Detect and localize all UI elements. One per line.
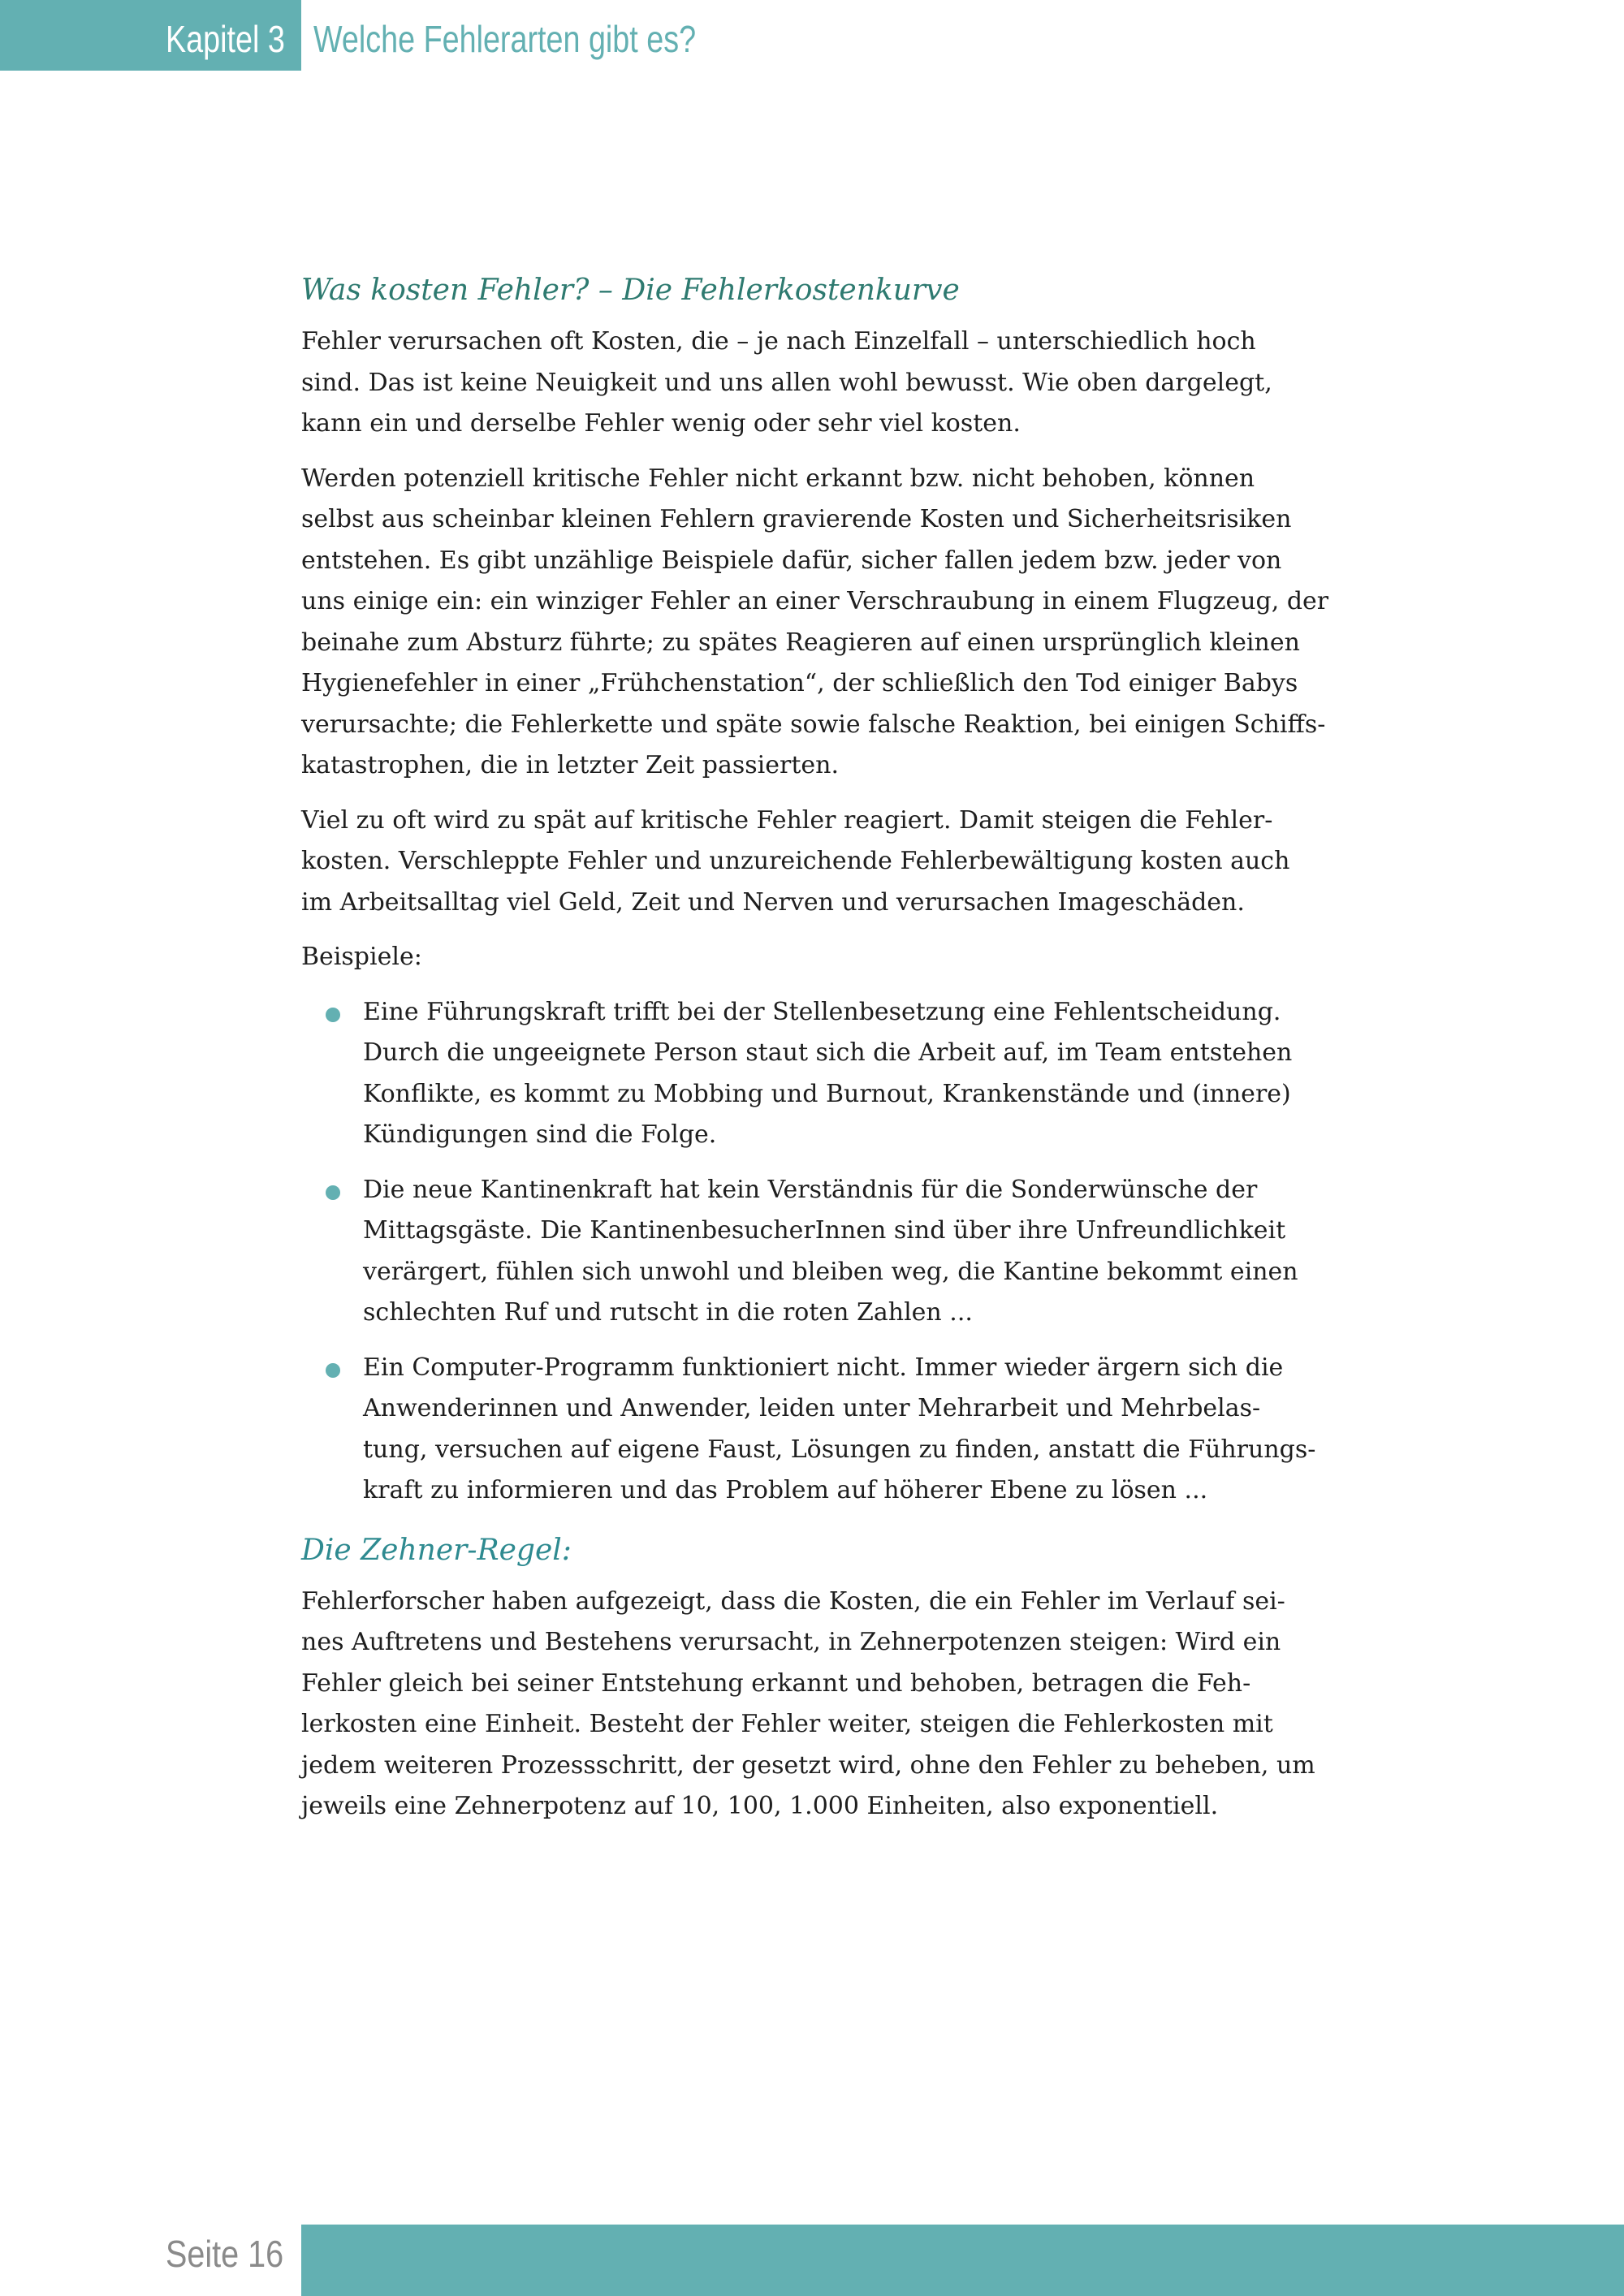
chapter-title: Welche Fehlerarten gibt es? (313, 18, 697, 60)
text-line: Hygienefehler in einer „Frühchenstation“, der schließlich den Tod einiger Babys (301, 669, 1298, 697)
list-item (301, 992, 1357, 1156)
text-line: jedem weiteren Prozessschritt, der gesetzt wird, ohne den Fehler zu beheben, um (301, 1750, 1315, 1780)
text-line: Kündigungen sind die Folge. (363, 1120, 717, 1149)
text-line: tung, versuchen auf eigene Faust, Lösungen zu finden, anstatt die Führungs- (363, 1435, 1316, 1464)
paragraph-critical-errors (301, 459, 1357, 787)
examples-list (301, 992, 1357, 1512)
text-line: Eine Führungskraft trifft bei der Stellenbesetzung eine Fehlentscheidung. (363, 997, 1281, 1026)
text-line: kosten. Verschleppte Fehler und unzureichende Fehlerbewältigung kosten auch (301, 847, 1290, 875)
text-line: im Arbeitsalltag viel Geld, Zeit und Nerven und verursachen Imageschäden. (301, 887, 1245, 917)
main-content (301, 266, 1357, 1841)
text-line: Ein Computer-Programm funktioniert nicht. Immer wieder ärgern sich die (363, 1353, 1284, 1382)
footer-bar (301, 2225, 1624, 2296)
text-line: kann ein und derselbe Fehler wenig oder sehr viel kosten. (301, 409, 1021, 438)
text-line: uns einige ein: ein winziger Fehler an einer Verschraubung in einem Flugzeug, der (301, 587, 1329, 615)
text-line: Durch die ungeeignete Person staut sich die Arbeit auf, im Team entstehen (363, 1038, 1293, 1067)
list-item (301, 1170, 1357, 1334)
text-line: selbst aus scheinbar kleinen Fehlern gravierende Kosten und Sicherheitsrisiken (301, 505, 1292, 533)
text-line: Mittagsgäste. Die KantinenbesucherInnen sind über ihre Unfreundlichkeit (363, 1216, 1286, 1245)
section-heading-zehner-regel: Die Zehner-Regel: (301, 1533, 572, 1567)
text-line: kraft zu informieren und das Problem auf höherer Ebene zu lösen ... (363, 1476, 1208, 1504)
text-line: Werden potenziell kritische Fehler nicht erkannt bzw. nicht behoben, können (301, 464, 1255, 493)
bullet-dot-icon (326, 1008, 340, 1022)
text-line: jeweils eine Zehnerpotenz auf 10, 100, 1.000 Einheiten, also exponentiell. (301, 1792, 1219, 1820)
text-line: Die neue Kantinenkraft hat kein Verständnis für die Sonderwünsche der (363, 1175, 1258, 1204)
text-line: verärgert, fühlen sich unwohl und bleiben weg, die Kantine bekommt einen (363, 1257, 1298, 1286)
text-line: Fehler gleich bei seiner Entstehung erkannt und behoben, betragen die Feh- (301, 1668, 1251, 1698)
examples-label: Beispiele: (301, 943, 422, 971)
text-line: Fehler verursachen oft Kosten, die – je nach Einzelfall – unterschiedlich hoch (301, 327, 1256, 356)
paragraph-late-reaction (301, 801, 1357, 924)
text-line: Fehlerforscher haben aufgezeigt, dass die Kosten, die ein Fehler im Verlauf sei- (301, 1586, 1285, 1616)
bullet-dot-icon (326, 1363, 340, 1378)
bullet-dot-icon (326, 1185, 340, 1200)
text-line: entstehen. Es gibt unzählige Beispiele dafür, sicher fallen jedem bzw. jeder von (301, 546, 1282, 575)
section-heading-fehlerkostenkurve: Was kosten Fehler? – Die Fehlerkostenkurve (301, 274, 960, 307)
text-line: beinahe zum Absturz führte; zu spätes Reagieren auf einen ursprünglich kleinen (301, 628, 1300, 657)
text-line: verursachte; die Fehlerkette und späte sowie falsche Reaktion, bei einigen Schiffs- (301, 710, 1326, 739)
paragraph-zehner-regel (301, 1582, 1357, 1828)
text-line: Viel zu oft wird zu spät auf kritische Fehler reagiert. Damit steigen die Fehler- (301, 805, 1273, 835)
text-line: lerkosten eine Einheit. Besteht der Fehler weiter, steigen die Fehlerkosten mit (301, 1710, 1273, 1738)
chapter-label: Kapitel 3 (166, 18, 285, 60)
text-line: sind. Das ist keine Neuigkeit und uns allen wohl bewusst. Wie oben dargelegt, (301, 368, 1272, 397)
text-line: Konflikte, es kommt zu Mobbing und Burnout, Krankenstände und (innere) (363, 1079, 1291, 1108)
text-line: schlechten Ruf und rutscht in die roten Zahlen ... (363, 1298, 973, 1327)
text-line: Anwenderinnen und Anwender, leiden unter Mehrarbeit und Mehrbelas- (363, 1394, 1261, 1422)
page-number: Seite 16 (166, 2233, 284, 2275)
text-line: nes Auftretens und Bestehens verursacht, in Zehnerpotenzen steigen: Wird ein (301, 1628, 1281, 1656)
paragraph-intro (301, 322, 1357, 445)
text-line: katastrophen, die in letzter Zeit passierten. (301, 751, 839, 779)
list-item (301, 1348, 1357, 1512)
